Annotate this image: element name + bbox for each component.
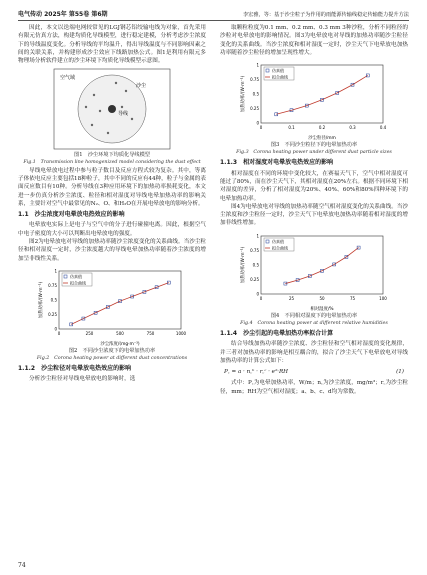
y-tick-label: 1 xyxy=(256,233,259,239)
figure-4-chart xyxy=(239,230,389,312)
figure-3-caption-en: Fig.3 Corona heating power under different dust particle sizes xyxy=(236,150,392,156)
figure-4-caption-en: Fig.4 Corona heating power at different relative humidities xyxy=(240,320,388,326)
x-tick-label: 50 xyxy=(319,295,325,301)
y-tick-label: 0 xyxy=(256,120,259,126)
x-tick-label: 0 xyxy=(57,330,61,336)
fit-curve-line xyxy=(285,247,358,283)
y-tick-label: 0.75 xyxy=(48,282,57,288)
y-tick-label: 0.75 xyxy=(250,77,259,83)
section-heading: 1.1.4 沙尘引起的电晕加热功率拟合计算 xyxy=(220,329,334,337)
legend-label: 仿真值 xyxy=(272,238,284,244)
page-number: 74 xyxy=(18,562,26,569)
equation-body: P꜀ = a · n꜀ᵇ · r꜀ᶜ · eᵈ·RH xyxy=(224,369,289,376)
fit-curve-line xyxy=(71,283,169,325)
x-tick-label: 0.2 xyxy=(318,125,326,131)
y-tick-label: 1 xyxy=(256,62,259,68)
equation-1 xyxy=(220,368,408,376)
x-tick-label: 0 xyxy=(259,295,263,301)
y-tick-label: 0.5 xyxy=(50,297,57,303)
right-column xyxy=(220,24,408,396)
x-tick-label: 75 xyxy=(349,295,356,301)
intro-paragraph: 因此，本文以迭端电网较常见的LGJ钢芯铝绞输电线为对象，首先采用有限元仿真方法，构建均质化导线模型，进行稳定建模，分析考虑沙尘浓度下的导线温度变化。分析导线的平均温升，得出导线温度与不同影响因素之间的关联关系，并构建形成沙尘效应下线路加热公式。图1是利用有限元多物理场分析软件建立的沙尘环境下均质化导线模型示意图。 xyxy=(18,25,206,65)
x-tick-label: 250 xyxy=(85,330,94,336)
y-axis-label: 加热功率/(W·m⁻¹) xyxy=(39,281,44,319)
body-paragraph: 电晕放电实际上是电子与空气中的分子进行碰撞电离。因此，根据空气中电子密度的大小可以判断出电晕放电的强度。 xyxy=(18,222,206,237)
figure-1-caption-en: Fig.1 Transmission line homogenized model considering the dust effect xyxy=(23,160,201,166)
legend-label: 拟合曲线 xyxy=(70,280,86,286)
body-paragraph: 图2为电晕放电对导线的加热功率随沙尘浓度变化的关系曲线。当沙尘粒径和相对湿度一定时，沙尘浓度越大的导线电晕加热功率随着沙尘浓度的增加呈非线性关系。 xyxy=(18,239,206,262)
figure-3-chart xyxy=(239,59,389,141)
x-tick-label: 0.4 xyxy=(379,125,387,131)
y-tick-label: 1 xyxy=(54,268,57,274)
body-paragraph: 导线电晕放电过程中参与粒子数目及反应方程式较为复杂。其中，等离子体依电反应主要包括18种粒子，其中不同的反应有44种，粒子与金属的表面反应数目有10种。分析导线在3种应用环境下的加热功率损耗变化，本文进一步仿真分析沙尘浓度、粒径和相对湿度对导线电晕加热功率的影响关系，主要针对空气中最常见的N₂、O、和H₂O在开展电晕放电的影响分析。 xyxy=(18,167,206,207)
left-column xyxy=(18,24,206,384)
fit-curve-line xyxy=(276,76,368,115)
body-paragraph: 结合导线加热功率随沙尘浓度、沙尘粒径和空气相对湿度的变化规律，并三者对加热功率的影响是相互耦合的，拟合了沙尘天气下电晕放电对导线加热功率的计算公式如下： xyxy=(220,341,408,364)
y-tick-label: 0.25 xyxy=(48,311,57,317)
paper-running-title: 李宏雅，等：基于沙尘粒子为作用的雨能源传输线稳定传输能力提升方法 xyxy=(242,12,409,18)
fig1-label-conductor: 导线 xyxy=(118,111,129,118)
x-axis-label: 沙尘粒径/mm xyxy=(308,136,336,142)
y-tick-label: 0 xyxy=(256,291,259,297)
x-tick-label: 750 xyxy=(146,330,155,336)
section-heading: 1.1 沙尘浓度对电晕放电热效应的影响 xyxy=(18,211,125,219)
legend-label: 仿真值 xyxy=(272,68,284,74)
x-tick-label: 25 xyxy=(288,295,295,301)
journal-info: 电气传动 2025年 第55卷 第6期 xyxy=(18,11,108,18)
y-tick-label: 0.5 xyxy=(252,262,259,268)
x-axis-label: 沙尘浓度/(mg·m⁻³) xyxy=(100,341,140,347)
section-heading: 1.1.2 沙尘粒径对电晕放电热效应的影响 xyxy=(18,365,132,373)
body-paragraph: 式中：P꜀为电晕加热功率，W/m；n꜀为沙尘浓度，mg/m³；r꜀为沙尘粒径，mm；RH为空气相对湿度；a、b、c、d均为常数。 xyxy=(220,380,408,395)
figure-1-caption: 图1 沙尘环境下均质化导线模型 xyxy=(74,152,150,159)
figure-2-caption-en: Fig.2 Corona heating power at different dust concentrations xyxy=(36,355,188,361)
equation-number: (1) xyxy=(396,369,404,376)
x-axis-label: 相对湿度/% xyxy=(310,306,334,312)
figure-2-caption: 图2 不同沙尘浓度下的电晕加热功率 xyxy=(68,347,156,354)
legend-label: 拟合曲线 xyxy=(272,245,288,251)
figure-4-caption: 图4 不同相对湿度下的电晕加热功率 xyxy=(270,312,358,319)
y-tick-label: 0 xyxy=(54,326,57,332)
x-tick-label: 500 xyxy=(116,330,124,336)
figure-2-chart xyxy=(37,265,187,347)
body-paragraph: 取颗粒粒度为0.1 mm、0.2 mm、0.3 mm 3种沙粒，分析不同粒径的沙粒对电晕放电的影响情况。图3为电晕放电对导线的加热功率随沙尘粒径变化的关系曲线。当沙尘浓度和相对湿度一定时，沙尘天气下电晕放电加热功率随着沙尘粒径的增加呈现性增大。 xyxy=(220,25,408,56)
y-axis-label: 加热功率/(W·m⁻¹) xyxy=(241,75,246,113)
fig1-label-air: 空气域 xyxy=(60,75,76,82)
x-tick-label: 0 xyxy=(259,125,263,131)
figure-3-caption: 图3 不同沙尘粒径下的电晕加热功率 xyxy=(270,142,358,149)
y-tick-label: 0.5 xyxy=(252,91,259,97)
x-tick-label: 0.3 xyxy=(349,125,356,131)
figure-1-model-diagram xyxy=(52,67,172,151)
body-paragraph: 分析沙尘粒径对导线电晕放电的影响时，选 xyxy=(29,376,136,383)
x-tick-label: 0.1 xyxy=(288,125,295,131)
y-axis-label: 加热功率/(W·m⁻¹) xyxy=(241,246,246,284)
legend-label: 拟合曲线 xyxy=(272,74,288,80)
section-heading: 1.1.3 相对湿度对电晕放电热效应的影响 xyxy=(220,159,334,167)
y-tick-label: 0.75 xyxy=(250,247,259,253)
y-tick-label: 0.25 xyxy=(250,106,259,112)
y-tick-label: 0.25 xyxy=(250,276,259,282)
legend-label: 仿真值 xyxy=(70,273,82,279)
x-tick-label: 100 xyxy=(379,295,387,301)
fig1-label-dust: 沙尘 xyxy=(136,83,147,90)
body-paragraph: 图4为电晕放电对导线的加热功率随空气相对湿度变化的关系曲线。当沙尘浓度和沙尘粒径一定时，沙尘天气下电晕放电加热功率随着相对湿度的增加非线性增加。 xyxy=(220,203,408,227)
running-header xyxy=(18,6,409,21)
x-tick-label: 1000 xyxy=(175,330,187,336)
body-paragraph: 相对湿度在不同的环境中变化较大，在赛福天气下，空气中相对湿度可能过了80%，而在沙尘天气下，其相对湿度在20%左右。根据不同环境下相对湿度的差异，分析了相对湿度为20%、40%、60%和80%四种环境下的电晕加热功率。 xyxy=(220,170,408,202)
